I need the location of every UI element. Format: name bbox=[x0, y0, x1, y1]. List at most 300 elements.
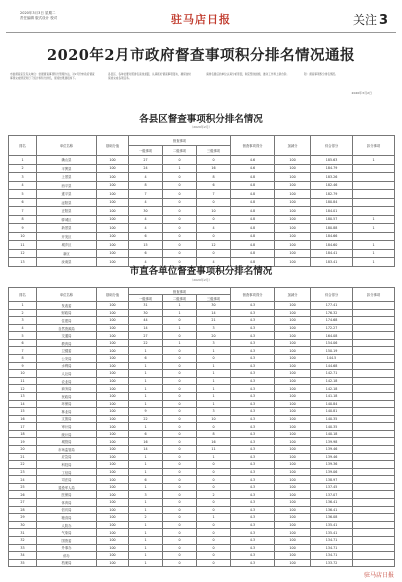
cell-level1: 1 bbox=[129, 483, 163, 491]
cell-score: 4.3 bbox=[231, 430, 275, 438]
cell-score: 4.8 bbox=[231, 224, 275, 233]
cell-score: 4.3 bbox=[231, 400, 275, 408]
header-level3: 三级事项 bbox=[197, 295, 231, 302]
table-row bbox=[9, 190, 395, 199]
cell-rank: 5 bbox=[9, 332, 37, 340]
cell-adjust: 100 bbox=[275, 324, 311, 332]
cell-unit: 林业局 bbox=[37, 408, 97, 416]
cell-adjust: 100 bbox=[275, 332, 311, 340]
cell-score: 4.3 bbox=[231, 362, 275, 370]
cell-level1: 6 bbox=[129, 430, 163, 438]
cell-adjust: 100 bbox=[275, 249, 311, 258]
cell-total: 180.57 bbox=[311, 215, 353, 224]
cell-deduct bbox=[353, 317, 395, 325]
cell-level3: 12 bbox=[197, 241, 231, 250]
cell-adjust: 100 bbox=[275, 453, 311, 461]
cell-unit: 退役军人局 bbox=[37, 483, 97, 491]
table-row bbox=[9, 476, 395, 484]
cell-level2: 0 bbox=[163, 468, 197, 476]
cell-base: 100 bbox=[97, 468, 129, 476]
cell-unit: 平舆县 bbox=[37, 164, 97, 173]
cell-base: 100 bbox=[97, 536, 129, 544]
cell-base: 100 bbox=[97, 415, 129, 423]
cell-unit: 驿城区 bbox=[37, 215, 97, 224]
cell-unit: 公安局 bbox=[37, 355, 97, 363]
cell-total: 174.68 bbox=[311, 317, 353, 325]
cell-rank: 12 bbox=[9, 249, 37, 258]
cell-deduct bbox=[353, 302, 395, 310]
cell-total: 140.35 bbox=[311, 423, 353, 431]
cell-score: 4.3 bbox=[231, 309, 275, 317]
cell-level1: 1 bbox=[129, 536, 163, 544]
cell-level3: 1 bbox=[197, 362, 231, 370]
cell-level1: 6 bbox=[129, 249, 163, 258]
cell-unit: 新区 bbox=[37, 249, 97, 258]
table-row bbox=[9, 430, 395, 438]
cell-score: 4.8 bbox=[231, 215, 275, 224]
cell-total: 154.06 bbox=[311, 339, 353, 347]
cell-unit: 环保局 bbox=[37, 400, 97, 408]
cell-total: 176.32 bbox=[311, 309, 353, 317]
cell-base: 100 bbox=[97, 408, 129, 416]
cell-deduct bbox=[353, 164, 395, 173]
table-row bbox=[9, 173, 395, 182]
cell-total: 142.71 bbox=[311, 370, 353, 378]
cell-level3: 4 bbox=[197, 258, 231, 267]
cell-level1: 15 bbox=[129, 241, 163, 250]
header-rank: 排名 bbox=[9, 136, 37, 156]
cell-deduct bbox=[353, 408, 395, 416]
city-table-body bbox=[9, 302, 395, 567]
table-row bbox=[9, 392, 395, 400]
cell-level1: 22 bbox=[129, 339, 163, 347]
header-deduct: 扣分事项 bbox=[353, 136, 395, 156]
cell-base: 100 bbox=[97, 156, 129, 165]
cell-unit: 档案局 bbox=[37, 559, 97, 567]
table-row bbox=[9, 491, 395, 499]
cell-base: 100 bbox=[97, 355, 129, 363]
cell-level1: 1 bbox=[129, 347, 163, 355]
cell-adjust: 100 bbox=[275, 544, 311, 552]
cell-total: 184.60 bbox=[311, 241, 353, 250]
cell-total: 142.18 bbox=[311, 385, 353, 393]
cell-deduct bbox=[353, 476, 395, 484]
cell-deduct bbox=[353, 491, 395, 499]
cell-level2: 1 bbox=[163, 324, 197, 332]
cell-base: 100 bbox=[97, 552, 129, 560]
header-level3: 三级事项 bbox=[197, 146, 231, 156]
cell-score: 4.8 bbox=[231, 207, 275, 216]
cell-adjust: 100 bbox=[275, 207, 311, 216]
cell-level2: 0 bbox=[163, 499, 197, 507]
cell-base: 100 bbox=[97, 423, 129, 431]
cell-adjust: 100 bbox=[275, 190, 311, 199]
cell-rank: 35 bbox=[9, 559, 37, 567]
header-base: 基础分值 bbox=[97, 136, 129, 156]
cell-level2: 0 bbox=[163, 355, 197, 363]
table-row bbox=[9, 415, 395, 423]
cell-level2: 0 bbox=[163, 476, 197, 484]
cell-total: 144.5 bbox=[311, 355, 353, 363]
table-row bbox=[9, 317, 395, 325]
cell-level1: 6 bbox=[129, 476, 163, 484]
cell-deduct bbox=[353, 483, 395, 491]
cell-deduct bbox=[353, 232, 395, 241]
cell-level1: 1 bbox=[129, 453, 163, 461]
cell-rank: 22 bbox=[9, 461, 37, 469]
cell-score: 4.3 bbox=[231, 438, 275, 446]
cell-score: 4.3 bbox=[231, 499, 275, 507]
cell-score: 4.3 bbox=[231, 461, 275, 469]
cell-rank: 4 bbox=[9, 181, 37, 190]
cell-level1: 44 bbox=[129, 317, 163, 325]
cell-base: 100 bbox=[97, 317, 129, 325]
cell-adjust: 100 bbox=[275, 438, 311, 446]
cell-level3: 11 bbox=[197, 445, 231, 453]
cell-unit: 汝南县 bbox=[37, 258, 97, 267]
cell-level3: 16 bbox=[197, 164, 231, 173]
cell-rank: 1 bbox=[9, 302, 37, 310]
cell-rank: 30 bbox=[9, 521, 37, 529]
cell-score: 4.3 bbox=[231, 491, 275, 499]
cell-adjust: 100 bbox=[275, 156, 311, 165]
cell-base: 100 bbox=[97, 499, 129, 507]
cell-total: 134.71 bbox=[311, 552, 353, 560]
county-table-title: 各县区督查事项积分排名情况 bbox=[139, 114, 263, 125]
cell-deduct bbox=[353, 190, 395, 199]
table-row bbox=[9, 445, 395, 453]
cell-level3: 16 bbox=[197, 438, 231, 446]
cell-level3: 0 bbox=[197, 506, 231, 514]
cell-score: 4.3 bbox=[231, 347, 275, 355]
cell-score: 4.3 bbox=[231, 536, 275, 544]
cell-rank: 2 bbox=[9, 309, 37, 317]
cell-rank: 7 bbox=[9, 207, 37, 216]
cell-total: 140.18 bbox=[311, 430, 353, 438]
cell-unit: 国资委 bbox=[37, 536, 97, 544]
cell-unit: 体育局 bbox=[37, 499, 97, 507]
cell-base: 100 bbox=[97, 529, 129, 537]
cell-adjust: 100 bbox=[275, 521, 311, 529]
header-adjust: 加减分 bbox=[275, 136, 311, 156]
page-title: 2020年2月市政府督查事项积分排名情况通报 bbox=[47, 47, 355, 64]
cell-level2: 0 bbox=[163, 453, 197, 461]
cell-deduct bbox=[353, 468, 395, 476]
cell-unit: 发改委 bbox=[37, 302, 97, 310]
cell-level2: 0 bbox=[163, 173, 197, 182]
cell-level3: 6 bbox=[197, 181, 231, 190]
header-date: 2020年3月3日 星期二 bbox=[20, 11, 56, 15]
cell-rank: 13 bbox=[9, 392, 37, 400]
header-adjust: 加减分 bbox=[275, 288, 311, 302]
cell-level1: 31 bbox=[129, 302, 163, 310]
cell-adjust: 100 bbox=[275, 392, 311, 400]
cell-score: 4.3 bbox=[231, 521, 275, 529]
cell-level3: 0 bbox=[197, 423, 231, 431]
cell-adjust: 100 bbox=[275, 423, 311, 431]
table-row bbox=[9, 370, 395, 378]
cell-level1: 1 bbox=[129, 499, 163, 507]
cell-level2: 0 bbox=[163, 483, 197, 491]
cell-unit: 侨办 bbox=[37, 552, 97, 560]
table-row bbox=[9, 198, 395, 207]
cell-adjust: 100 bbox=[275, 499, 311, 507]
header-base: 基础分值 bbox=[97, 288, 129, 302]
cell-deduct: 1 bbox=[353, 241, 395, 250]
cell-deduct bbox=[353, 392, 395, 400]
cell-level3: 1 bbox=[197, 370, 231, 378]
cell-deduct: 1 bbox=[353, 156, 395, 165]
table-row bbox=[9, 249, 395, 258]
cell-rank: 2 bbox=[9, 164, 37, 173]
cell-deduct bbox=[353, 309, 395, 317]
cell-base: 100 bbox=[97, 362, 129, 370]
cell-unit: 城管局 bbox=[37, 438, 97, 446]
cell-level2: 0 bbox=[163, 529, 197, 537]
cell-rank: 24 bbox=[9, 476, 37, 484]
cell-level3: 3 bbox=[197, 324, 231, 332]
cell-score: 4.3 bbox=[231, 453, 275, 461]
cell-adjust: 100 bbox=[275, 317, 311, 325]
cell-level2: 0 bbox=[163, 423, 197, 431]
table-row bbox=[9, 408, 395, 416]
cell-rank: 16 bbox=[9, 415, 37, 423]
cell-score: 4.3 bbox=[231, 408, 275, 416]
cell-level2: 0 bbox=[163, 190, 197, 199]
cell-base: 100 bbox=[97, 476, 129, 484]
header-editors: 责任编辑 版式设计 校对 bbox=[20, 16, 58, 20]
cell-rank: 33 bbox=[9, 544, 37, 552]
cell-deduct bbox=[353, 430, 395, 438]
intro-column-4: 附：督查事项积分排名情况。 bbox=[304, 73, 338, 76]
cell-total: 164.08 bbox=[311, 332, 353, 340]
cell-unit: 教育局 bbox=[37, 339, 97, 347]
cell-rank: 34 bbox=[9, 552, 37, 560]
cell-base: 100 bbox=[97, 521, 129, 529]
cell-deduct bbox=[353, 400, 395, 408]
cell-score: 4.3 bbox=[231, 476, 275, 484]
cell-deduct bbox=[353, 529, 395, 537]
cell-rank: 17 bbox=[9, 423, 37, 431]
cell-total: 177.41 bbox=[311, 302, 353, 310]
cell-score: 4.8 bbox=[231, 241, 275, 250]
cell-base: 100 bbox=[97, 453, 129, 461]
header-total: 综合得分 bbox=[311, 136, 353, 156]
table-row bbox=[9, 468, 395, 476]
cell-rank: 15 bbox=[9, 408, 37, 416]
cell-total: 183.41 bbox=[311, 258, 353, 267]
cell-level2: 0 bbox=[163, 362, 197, 370]
cell-level2: 0 bbox=[163, 415, 197, 423]
cell-level1: 14 bbox=[129, 324, 163, 332]
cell-unit: 卫健委 bbox=[37, 347, 97, 355]
cell-rank: 29 bbox=[9, 514, 37, 522]
table-row bbox=[9, 207, 395, 216]
cell-level1: 1 bbox=[129, 370, 163, 378]
cell-level2: 0 bbox=[163, 392, 197, 400]
cell-rank: 11 bbox=[9, 241, 37, 250]
cell-total: 133.72 bbox=[311, 559, 353, 567]
cell-unit: 确山县 bbox=[37, 156, 97, 165]
cell-deduct bbox=[353, 181, 395, 190]
cell-rank: 26 bbox=[9, 491, 37, 499]
cell-deduct bbox=[353, 347, 395, 355]
cell-unit: 水利局 bbox=[37, 362, 97, 370]
cell-level1: 1 bbox=[129, 377, 163, 385]
cell-level1: 3 bbox=[129, 491, 163, 499]
cell-total: 184.66 bbox=[311, 232, 353, 241]
cell-adjust: 100 bbox=[275, 377, 311, 385]
cell-base: 100 bbox=[97, 232, 129, 241]
cell-total: 139.46 bbox=[311, 445, 353, 453]
cell-total: 184.01 bbox=[311, 207, 353, 216]
cell-adjust: 100 bbox=[275, 362, 311, 370]
cell-total: 140.81 bbox=[311, 408, 353, 416]
cell-level1: 1 bbox=[129, 392, 163, 400]
cell-level3: 14 bbox=[197, 309, 231, 317]
cell-total: 182.79 bbox=[311, 190, 353, 199]
cell-level3: 0 bbox=[197, 536, 231, 544]
cell-deduct bbox=[353, 339, 395, 347]
cell-base: 100 bbox=[97, 461, 129, 469]
cell-base: 100 bbox=[97, 198, 129, 207]
cell-score: 4.8 bbox=[231, 198, 275, 207]
header-score: 督查事项得分 bbox=[231, 136, 275, 156]
cell-rank: 1 bbox=[9, 156, 37, 165]
cell-base: 100 bbox=[97, 392, 129, 400]
cell-deduct bbox=[353, 377, 395, 385]
cell-score: 4.8 bbox=[231, 249, 275, 258]
cell-level2: 0 bbox=[163, 438, 197, 446]
cell-score: 4.3 bbox=[231, 392, 275, 400]
cell-level2: 0 bbox=[163, 317, 197, 325]
cell-level2: 0 bbox=[163, 461, 197, 469]
cell-total: 138.97 bbox=[311, 476, 353, 484]
cell-unit: 外事办 bbox=[37, 544, 97, 552]
header-total: 综合得分 bbox=[311, 288, 353, 302]
cell-deduct bbox=[353, 362, 395, 370]
header-level1: 一级事项 bbox=[129, 146, 163, 156]
cell-base: 100 bbox=[97, 514, 129, 522]
cell-deduct bbox=[353, 423, 395, 431]
cell-total: 184.41 bbox=[311, 249, 353, 258]
cell-level3: 0 bbox=[197, 156, 231, 165]
cell-level2: 1 bbox=[163, 309, 197, 317]
cell-total: 144.68 bbox=[311, 362, 353, 370]
cell-level3: 8 bbox=[197, 430, 231, 438]
cell-total: 185.63 bbox=[311, 156, 353, 165]
cell-level3: 1 bbox=[197, 392, 231, 400]
cell-total: 139.98 bbox=[311, 438, 353, 446]
cell-level3: 3 bbox=[197, 408, 231, 416]
cell-adjust: 100 bbox=[275, 476, 311, 484]
cell-level3: 0 bbox=[197, 355, 231, 363]
cell-level3: 0 bbox=[197, 559, 231, 567]
cell-unit: 工信局 bbox=[37, 468, 97, 476]
cell-level3: 4 bbox=[197, 224, 231, 233]
city-table-title: 市直各单位督查事项积分排名情况 bbox=[129, 266, 273, 277]
cell-total: 182.46 bbox=[311, 181, 353, 190]
cell-score: 4.8 bbox=[231, 190, 275, 199]
table-row bbox=[9, 514, 395, 522]
cell-total: 135.41 bbox=[311, 521, 353, 529]
cell-score: 4.3 bbox=[231, 317, 275, 325]
cell-score: 4.3 bbox=[231, 552, 275, 560]
cell-level2: 0 bbox=[163, 400, 197, 408]
cell-total: 136.41 bbox=[311, 499, 353, 507]
cell-level2: 0 bbox=[163, 370, 197, 378]
cell-adjust: 100 bbox=[275, 215, 311, 224]
cell-level2: 0 bbox=[163, 347, 197, 355]
cell-unit: 司法局 bbox=[37, 476, 97, 484]
cell-base: 100 bbox=[97, 309, 129, 317]
cell-level3: 10 bbox=[197, 207, 231, 216]
cell-level3: 1 bbox=[197, 377, 231, 385]
table-row bbox=[9, 332, 395, 340]
cell-base: 100 bbox=[97, 339, 129, 347]
table-row bbox=[9, 232, 395, 241]
intro-column-3: 请排名靠后的单位认真分析原因，制定整改措施，推动工作再上新台阶。 bbox=[206, 73, 289, 76]
cell-level3: 1 bbox=[197, 514, 231, 522]
cell-level2: 1 bbox=[163, 302, 197, 310]
cell-deduct bbox=[353, 438, 395, 446]
cell-unit: 商务局 bbox=[37, 385, 97, 393]
cell-level3: 8 bbox=[197, 173, 231, 182]
cell-deduct bbox=[353, 521, 395, 529]
cell-adjust: 100 bbox=[275, 552, 311, 560]
page-number: 3 bbox=[378, 13, 388, 28]
cell-unit: 城乡区 bbox=[37, 241, 97, 250]
cell-base: 100 bbox=[97, 241, 129, 250]
cell-rank: 6 bbox=[9, 339, 37, 347]
cell-rank: 20 bbox=[9, 445, 37, 453]
cell-level1: 4 bbox=[129, 173, 163, 182]
cell-total: 134.71 bbox=[311, 544, 353, 552]
cell-level2: 0 bbox=[163, 377, 197, 385]
cell-level1: 1 bbox=[129, 559, 163, 567]
cell-deduct bbox=[353, 461, 395, 469]
cell-rank: 10 bbox=[9, 370, 37, 378]
cell-level3: 20 bbox=[197, 332, 231, 340]
cell-rank: 7 bbox=[9, 347, 37, 355]
cell-unit: 市场监管局 bbox=[37, 445, 97, 453]
cell-level1: 1 bbox=[129, 423, 163, 431]
cell-level3: 0 bbox=[197, 461, 231, 469]
table-row bbox=[9, 377, 395, 385]
cell-total: 180.84 bbox=[311, 198, 353, 207]
cell-level3: 1 bbox=[197, 400, 231, 408]
cell-level2: 0 bbox=[163, 198, 197, 207]
cell-level3: 0 bbox=[197, 249, 231, 258]
header-group: 督查事项 bbox=[129, 136, 231, 146]
cell-level1: 6 bbox=[129, 355, 163, 363]
cell-base: 100 bbox=[97, 377, 129, 385]
intro-column-2: 各县区、各单位要对照排名查找差距，认真抓好督查事项落实，确保按时保质完成各项任务。 bbox=[108, 73, 191, 80]
cell-level3: 0 bbox=[197, 499, 231, 507]
table-row bbox=[9, 156, 395, 165]
table-row bbox=[9, 339, 395, 347]
table-row bbox=[9, 506, 395, 514]
cell-score: 4.3 bbox=[231, 468, 275, 476]
cell-deduct bbox=[353, 544, 395, 552]
cell-total: 180.88 bbox=[311, 224, 353, 233]
cell-level2: 0 bbox=[163, 491, 197, 499]
cell-level2: 0 bbox=[163, 521, 197, 529]
cell-unit: 西平县 bbox=[37, 181, 97, 190]
table-row bbox=[9, 559, 395, 567]
table-row bbox=[9, 215, 395, 224]
cell-adjust: 100 bbox=[275, 370, 311, 378]
